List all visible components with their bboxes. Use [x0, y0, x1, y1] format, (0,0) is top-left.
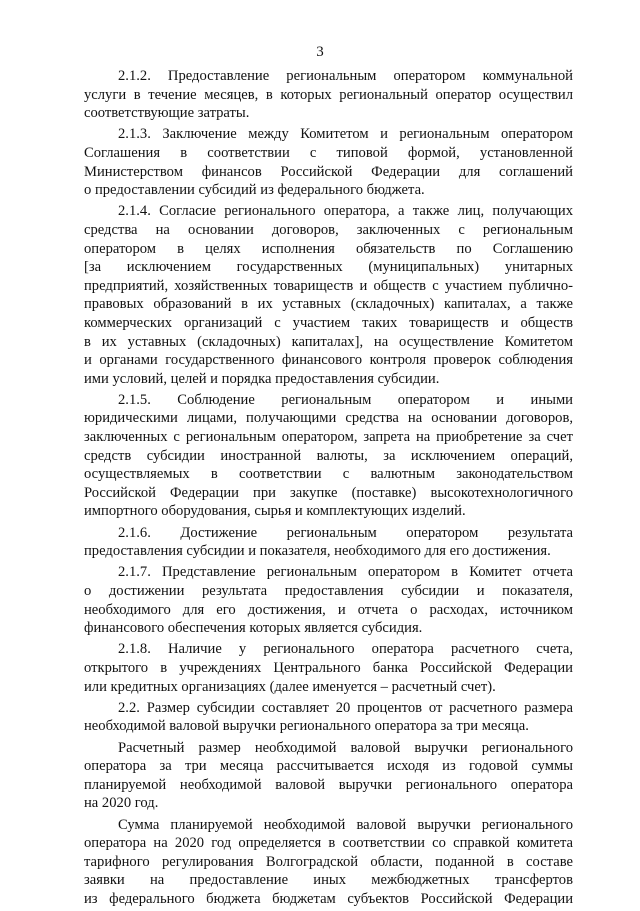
paragraph-p-2-1-6: [84, 524, 573, 561]
text-line: или кредитных организациях (далее именуется – расчетный счет).: [84, 678, 496, 695]
text-line: осуществляемых в соответствии с валютным законодательством: [84, 466, 573, 483]
text-line: финансового обеспечения которых является субсидия.: [84, 620, 423, 637]
text-line: планируемой необходимой валовой выручки регионального оператора: [84, 776, 573, 793]
text-line: заключенных с региональным оператором, запрета на приобретение за счет: [84, 429, 573, 446]
text-line: ими условий, целей и порядка предоставления субсидии.: [84, 370, 440, 387]
text-line: [за исключением государственных (муниципальных) унитарных: [84, 259, 573, 276]
text-line: оператора за три месяца рассчитывается исходя из годовой суммы: [84, 758, 573, 775]
text-line: 2.1.3. Заключение между Комитетом и региональным оператором: [118, 126, 573, 143]
text-line: услуги в течение месяцев, в которых региональный оператор осуществил: [84, 86, 573, 103]
text-line: из федерального бюджета бюджетам субъектов Российской Федерации: [84, 890, 573, 907]
paragraph-p-2-2: [84, 699, 573, 736]
text-line: предприятий, хозяйственных товариществ и обществ с участием публично-: [84, 277, 573, 294]
text-line: правовых образований в их уставных (складочных) капиталах, а также: [84, 296, 573, 313]
text-line: тарифного регулирования Волгоградской области, поданной в составе: [84, 853, 573, 870]
text-line: Российской Федерации при закупке (поставке) высокотехнологичного: [84, 484, 573, 501]
paragraph-p-calc: [84, 739, 573, 813]
paragraph-p-sum: [84, 816, 573, 909]
text-line: заявки на предоставление иных межбюджетных трансфертов: [84, 872, 573, 889]
text-line: предоставления субсидии и показателя, необходимого для его достижения.: [84, 543, 551, 560]
text-line: 2.1.6. Достижение региональным оператором результата: [118, 524, 573, 541]
text-line: Сумма планируемой необходимой валовой выручки регионального: [118, 816, 573, 833]
text-line: 2.1.8. Наличие у регионального оператора расчетного счета,: [118, 641, 573, 658]
text-line: о предоставлении субсидий из федерального бюджета.: [84, 182, 425, 199]
text-line: 2.1.2. Предоставление региональным оператором коммунальной: [118, 68, 573, 84]
text-line: оператора на 2020 год определяется в соответствии со справкой комитета: [84, 835, 573, 852]
text-line: средств субсидии иностранной валюты, за исключением операций,: [84, 447, 573, 464]
text-line: на 2020 год.: [84, 795, 159, 812]
document-body: [84, 67, 573, 911]
text-line: соответствующие затраты.: [84, 105, 250, 122]
text-line: Министерством финансов Российской Федерации для соглашений: [84, 163, 573, 180]
paragraph-p-2-1-7: [84, 563, 573, 637]
page-number: 3: [316, 44, 324, 60]
paragraph-p-2-1-3: [84, 125, 573, 199]
text-line: 2.1.7. Представление региональным оператором в Комитет отчета: [118, 564, 573, 581]
text-line: о достижении результата предоставления субсидии и показателя,: [84, 583, 573, 599]
paragraph-p-2-1-8: [84, 640, 573, 696]
text-line: Соглашения в соответствии с типовой формой, установленной: [84, 144, 573, 161]
text-line: открытого в учреждениях Центрального банка Российской Федерации: [84, 659, 573, 676]
text-line: 2.1.4. Согласие регионального оператора, а также лиц, получающих: [118, 203, 573, 220]
text-line: 2.2. Размер субсидии составляет 20 процентов от расчетного размера: [118, 699, 573, 716]
text-line: необходимой валовой выручки регионального оператора за три месяца.: [84, 718, 529, 735]
text-line: импортного оборудования, сырья и комплектующих изделий.: [84, 503, 466, 520]
text-line: юридическими лицами, получающими средства на основании договоров,: [84, 410, 573, 427]
text-line: необходимого для его достижения, и отчета о расходах, источником: [84, 601, 573, 618]
text-line: средства на основании договоров, заключенных с региональным: [84, 221, 573, 238]
text-line: коммерческих организаций с участием таких товариществ и обществ: [84, 314, 573, 331]
text-line: оператором в целях исполнения обязательств по Соглашению: [84, 240, 573, 257]
paragraph-p-2-1-2: [84, 67, 573, 123]
text-line: Расчетный размер необходимой валовой выручки регионального: [118, 739, 573, 756]
paragraph-p-2-1-5: [84, 391, 573, 521]
text-line: и органами государственного финансового контроля проверок соблюдения: [84, 352, 573, 369]
text-line: 2.1.5. Соблюдение региональным оператором и иными: [118, 391, 573, 408]
paragraph-p-2-1-4: [84, 202, 573, 388]
text-line: в их уставных (складочных) капиталах], на осуществление Комитетом: [84, 333, 573, 350]
